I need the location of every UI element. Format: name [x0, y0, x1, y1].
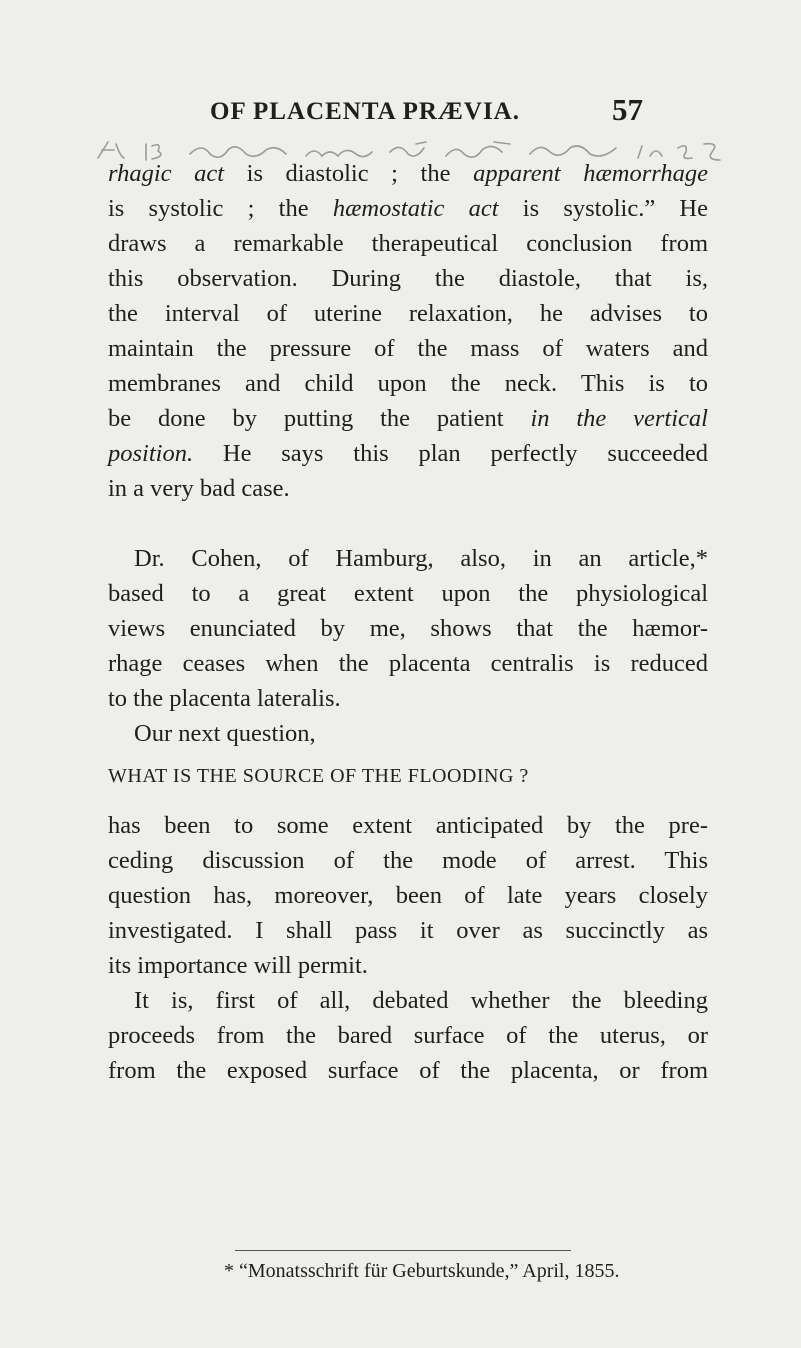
text-line: the interval of uterine relaxation, he advises to — [108, 300, 708, 327]
footnote: * “Monatsschrift für Geburtskunde,” April, 1855. — [224, 1260, 620, 1282]
italic-phrase: rhagic act — [108, 160, 225, 187]
text-line: draws a remarkable therapeutical conclusion from — [108, 230, 708, 257]
paragraph-5 — [108, 983, 708, 1088]
paragraph-2 — [108, 541, 708, 716]
text-line: ceding discussion of the mode of arrest. This — [108, 847, 708, 874]
text-line: proceeds from the bared surface of the uterus, or — [108, 1022, 708, 1049]
text-run: is systolic.” He — [498, 195, 708, 222]
text-run: be done by putting the patient — [108, 405, 531, 432]
text-line: rhage ceases when the placenta centralis is reduced — [108, 650, 708, 677]
paragraph-3 — [108, 716, 708, 751]
running-head: OF PLACENTA PRÆVIA. — [210, 98, 520, 125]
text-line — [108, 156, 708, 191]
text-line: views enunciated by me, shows that the hæmor- — [108, 615, 708, 642]
text-line: It is, first of all, debated whether the bleeding — [134, 987, 708, 1014]
text-line: question has, moreover, been of late years closely — [108, 882, 708, 909]
text-run: is diastolic ; the — [224, 160, 474, 187]
text-line: in a very bad case. — [108, 475, 290, 502]
italic-phrase: hæmostatic act — [332, 195, 499, 222]
paragraph-1-cont — [108, 191, 708, 506]
text-line: maintain the pressure of the mass of waters and — [108, 335, 708, 362]
paragraph-1 — [108, 156, 708, 191]
text-line: investigated. I shall pass it over as succinctly as — [108, 917, 708, 944]
text-line: has been to some extent anticipated by the pre- — [108, 812, 708, 839]
text-line: Dr. Cohen, of Hamburg, also, in an article,* — [134, 545, 708, 572]
text-line: Our next question, — [134, 720, 316, 747]
text-run: is systolic ; the — [108, 195, 333, 222]
footnote-rule — [235, 1250, 571, 1251]
text-line: from the exposed surface of the placenta, or from — [108, 1057, 708, 1084]
text-line: to the placenta lateralis. — [108, 685, 341, 712]
paragraph-4 — [108, 808, 708, 983]
text-run: He says this plan perfectly succeeded — [193, 440, 708, 467]
italic-phrase: in the vertical — [530, 405, 708, 432]
text-line: membranes and child upon the neck. This is to — [108, 370, 708, 397]
text-line: based to a great extent upon the physiological — [108, 580, 708, 607]
italic-phrase: position. — [108, 440, 194, 467]
text-line: this observation. During the diastole, that is, — [108, 265, 708, 292]
text-line: its importance will permit. — [108, 952, 368, 979]
page-header — [0, 92, 801, 132]
italic-phrase: apparent hæmorrhage — [473, 160, 708, 187]
page-number: 57 — [612, 92, 643, 127]
section-heading: WHAT IS THE SOURCE OF THE FLOODING ? — [108, 765, 529, 787]
